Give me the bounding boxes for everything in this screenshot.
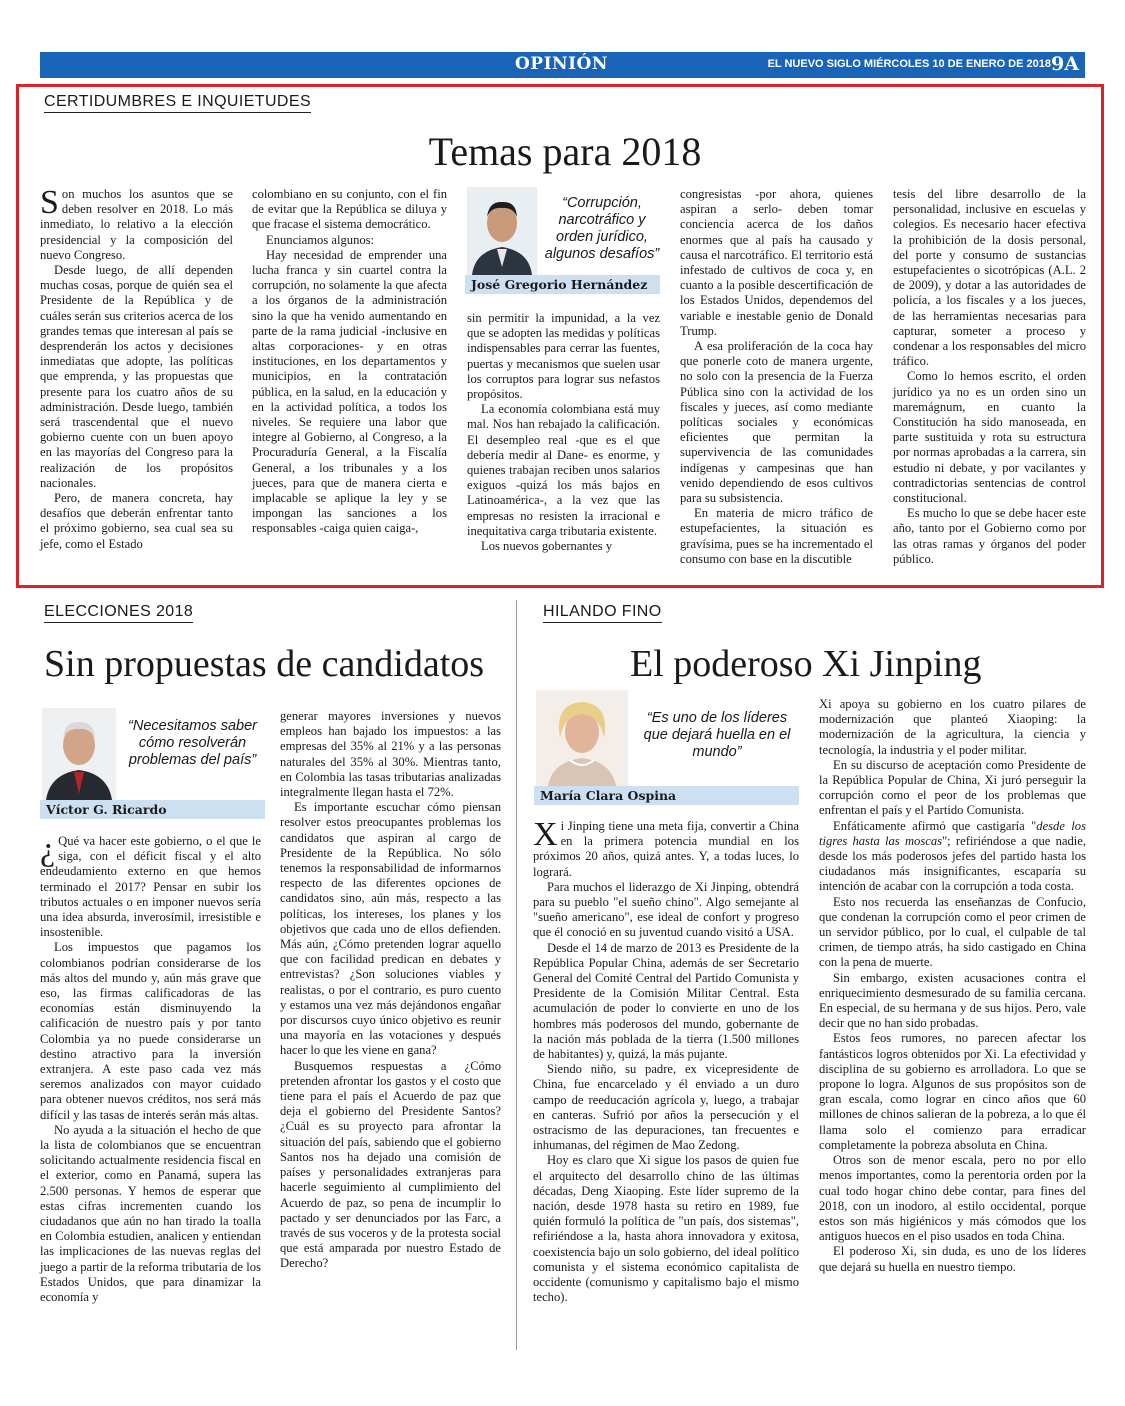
- author-photo: [467, 187, 537, 275]
- paragraph: Enunciamos algunos:: [266, 232, 375, 247]
- paragraph: Siendo niño, su padre, ex vicepresidente de China, fue encarcelado y él enviado a un duro campo de reeducación agrícola y, luego, a trabajar en canteras. Sufrió por años la persecución y el ostracismo de las depuraciones, tan frecuentes e inhumanas, del régimen de Mao Zedong.: [533, 1062, 799, 1153]
- section-title: OPINIÓN: [515, 54, 608, 74]
- paragraph: Los impuestos que pagamos los colombianos podrían considerarse de los más altos del mundo y, aún más grave que eso, las firmas calificadoras de las economías están disminuyendo la calificación de nuestro país y por tanto Colombia ya no puede considerarse un destino atractivo para la inversión extranjera. A este paso cada vez más seremos analizados con mayor cuidado para obtener nuevos créditos, nos será más difícil y las tasas de interés serán más altas.: [40, 940, 261, 1122]
- pull-quote: “Corrupción, narcotráfico y orden jurídico, algunos desafíos”: [544, 195, 660, 262]
- author-photo: [42, 708, 116, 800]
- paragraph: Es mucho lo que se debe hacer este año, tanto por el Gobierno como por las otras ramas y órganos del poder público.: [893, 506, 1086, 566]
- paragraph: congresistas -por ahora, quienes aspiran a serlo- deben tomar conciencia acerca de los daños enormes que al país ha causado y causa el narcotráfico. El territorio está infestado de cultivos de coca y, en cuanto a la posible descertificación de los Estados Unidos, dependemos del variable e inestable genio de Donald Trump.: [680, 187, 873, 338]
- author-name: María Clara Ospina: [534, 786, 799, 805]
- paragraph: [819, 819, 1086, 895]
- article3-kicker: HILANDO FINO: [543, 603, 662, 623]
- column-divider: [516, 600, 517, 1350]
- paragraph: Desde luego, de allí dependen muchas cosas, porque de quién sea el Presidente de la República y de cuáles serán sus criterios acerca de los grandes temas que interesan al país se desprenderán los actos y decisiones inmediatas que adopte, las políticas que emprenda, y las propuestas que presente para los cuatro años de su administración. Desde luego, también será trascendental que el nuevo gobierno cuente con un buen apoyo en las mayorías del Congreso para la realización de los propósitos nacionales.: [40, 263, 234, 490]
- newspaper-date: EL NUEVO SIGLO MIÉRCOLES 10 DE ENERO DE 2018: [767, 58, 1051, 70]
- article3-headline: El poderoso Xi Jinping: [630, 643, 982, 685]
- article1-column-1: [40, 184, 234, 552]
- paragraph: i Jinping tiene una meta fija, convertir a China en la primera potencia mundial en los próximos 20 años, quizá antes. Y, a todas luces, lo logrará.: [533, 819, 799, 879]
- paragraph: Esto nos recuerda las enseñanzas de Confucio, que condenan la corrupción como el peor crimen de un servidor público, por lo cual, el culpable de tal crimen, de tiempo atrás, ha sido castigado en China con la pena de muerte.: [819, 894, 1086, 970]
- paragraph: sin permitir la impunidad, a la vez que se adopten las medidas y políticas indispensables para cerrar las fuentes, puertas y mecanismos que suelen usar los corruptos para lograr sus nefastos propósitos.: [467, 311, 660, 402]
- paragraph: Para muchos el liderazgo de Xi Jinping, obtendrá para su pueblo "el sueño chino". Algo semejante al "sueño americano", ese ideal de confort y progreso que él conoció en su juventud cuando visitó a USA.: [533, 879, 799, 940]
- drop-cap: S: [40, 184, 59, 221]
- article3-column-2: [819, 697, 1086, 1275]
- author-box-1: [465, 187, 660, 295]
- paragraph: generar mayores inversiones y nuevos empleos han bajado los impuestos: a las empresas del 35% al 21% y a las personas naturales del 35% al 30%. Mientras tanto, en Colombia las tasas tributarias analizadas integralmente llegan hasta el 72%.: [280, 709, 501, 800]
- article2-column-1: [40, 831, 261, 1305]
- paragraph: Hoy es claro que Xi sigue los pasos de quien fue el arquitecto del desarrollo chino de las últimas décadas, Deng Xiaoping. Este líder supremo de la nación, desde 1978 hasta su retiro en 1989, fue quién formuló la política de "un país, dos sistemas", refiriéndose a la, hasta ahora innovadora y exitosa, coexistencia bajo un solo gobierno, del ideal político comunista y el sistema económico capitalista de occidente (comunismo y capitalismo bajo el mismo techo).: [533, 1153, 799, 1305]
- paragraph: Desde el 14 de marzo de 2013 es Presidente de la República Popular China, además de ser Secretario General del Comité Central del Partido Comunista y Presidente de la Comisión Militar Central. Esta acumulación de poder lo convierte en uno de los hombres más poderosos del mundo, gobernante de la nación más poblada de la tierra (1.500 millones de habitantes) y, quizá, la más pujante.: [533, 940, 799, 1062]
- author-name: Víctor G. Ricardo: [40, 800, 265, 819]
- author-box-2: [40, 708, 265, 818]
- page-number: 9A: [1051, 53, 1079, 75]
- paragraph: Otros son de menor escala, pero no por ello menos importantes, como la perentoria orden por la cual todo hogar chino debe contar, para fines del 2018, con un inodoro, al estilo occidental, porque estos son más higiénicos y más cómodos que los antiguos huecos en el piso usados en toda China.: [819, 1153, 1086, 1244]
- article1-column-5: [893, 187, 1086, 567]
- text-run: Enfáticamente afirmó que castigaría ": [833, 818, 1037, 833]
- page-header-bar: [40, 52, 1085, 78]
- paragraph: Es importante escuchar cómo piensan resolver estos preocupantes problemas los candidatos que aspiran al cargo de Presidente de la República. No sólo tenemos la responsabilidad de informarnos respecto de las diferentes opciones de candidatos sino, aún más, respecto a las políticas, los intereses, los planes y los objetivos que cada uno de ellos defienden. Más aún, ¿Cómo pretenden lograr aquello que con facilidad predican en debates y entrevistas? ¿Son soluciones viables y realistas, o por el contrario, es puro cuento y estamos una vez más dejándonos engañar por discursos cuyo único objetivo es reunir una mayoría en las votaciones y después hacer lo que les viene en gana?: [280, 800, 501, 1058]
- paragraph: Busquemos respuestas a ¿Cómo pretenden afrontar los gastos y el costo que tiene para el país el Acuerdo de paz que deja el gobierno del Presidente Santos? ¿Cuál es su proyecto para afrontar la situación del país, sabiendo que el gobierno Santos nos ha dejado una comisión de países y personalidades extranjeras para hacerle seguimiento al cumplimiento del Acuerdo de paz, so pena de incumplir lo pactado y ser denunciados por las Farc, a través de sus voceros y de la protesta social que está amparada por nuestro Estado de Derecho?: [280, 1058, 501, 1271]
- article1-kicker: CERTIDUMBRES E INQUIETUDES: [44, 93, 311, 113]
- paragraph: No ayuda a la situación el hecho de que la lista de colombianos que se encuentran solicitando actualmente residencia fiscal en el exterior, como en Panamá, supera las 2.500 personas. Y hemos de esperar que estas cifras incrementen cuando los ciudadanos que aún no han tirado la toalla en Colombia estudien, analicen y entiendan las implicaciones de las nuevas reglas del juego a partir de la reforma tributaria de los Estados Unidos, que para dinamizar la economía y: [40, 1122, 261, 1305]
- paragraph: En su discurso de aceptación como Presidente de la República Popular de China, Xi juró perseguir la corrupción como el peor de los problemas que enfrentan el país y el Partido Comunista.: [819, 757, 1086, 818]
- article2-kicker: ELECCIONES 2018: [44, 603, 193, 623]
- paragraph: La economía colombiana está muy mal. Nos han rebajado la calificación. El desempleo real -que es el que debería medir al Dane- es enorme, y quienes trabajan reciben unos salarios exiguos -quizá los más bajos en Latinoamérica-, a la vez que las empresas no resisten la irracional e inequitativa carga tributaria existente.: [467, 402, 660, 538]
- pull-quote: “Es uno de los líderes que dejará huella en el mundo”: [643, 710, 791, 760]
- article1-column-3: [467, 311, 660, 554]
- paragraph: tesis del libre desarrollo de la personalidad, inclusive en escuelas y colegios. Es necesario hacer efectiva la prohibición de la dosis personal, del porte y consumo de sustancias estupefacientes o sicotrópicas (A.L. 2 de 2009), y dotar a las autoridades de policía, a los fiscales y a los jueces, de las herramientas necesarias para capturar, someter a proceso y condenar a los responsables del micro tráfico.: [893, 187, 1086, 369]
- paragraph: Los nuevos gobernantes y: [481, 539, 613, 554]
- article1-column-4: [680, 187, 873, 567]
- drop-cap: ¿: [40, 831, 56, 868]
- paragraph: El poderoso Xi, sin duda, es uno de los líderes que dejará su huella en nuestro tiempo.: [819, 1244, 1086, 1274]
- author-name: José Gregorio Hernández: [465, 275, 660, 294]
- article1-headline: Temas para 2018: [428, 129, 702, 174]
- article2-column-2: [280, 709, 501, 1272]
- paragraph: Hay necesidad de emprender una lucha franca y sin cuartel contra la corrupción, no solamente la que afecta a los órganos de la administración sino la que ha venido aumentando en parte de la rama judicial -inclusive en altas corporaciones- y en otras instituciones, en los departamentos y municipios, en la contratación pública, en la salud, en la educación y en la actividad política, a todos los niveles. Se requiere una labor que integre al Gobierno, al Congreso, a la Procuraduría General, a la Fiscalía General, a los tribunales y a los jueces, para que de manera cierta e implacable se aplique la ley y se impongan las sanciones a los responsables -caiga quien caiga-,: [252, 247, 447, 536]
- paragraph: Estos feos rumores, no parecen afectar los fantásticos logros obtenidos por Xi. La efectividad y disciplina de su gobierno es arrolladora. Lo que se propone lo logra. Algunos de sus propósitos son de gran escala, como lograr en cinco años que 60 millones de chinos salieran de la pobreza, a lo que él llama solo el comienzo para erradicar completamente la pobreza absoluta en China.: [819, 1031, 1086, 1152]
- paragraph: Xi apoya su gobierno en los cuatro pilares de modernización que planteó Xiaoping: la modernización de la agricultura, la ciencia y tecnología, la industria y el poder militar.: [819, 697, 1086, 757]
- text-run: "; refiriéndose a que nadie, desde los más poderosos jefes del partido hasta los ciudadanos más insignificantes, escaparía su intención de acabar con la corrupción a toda costa.: [819, 833, 1086, 894]
- paragraph: Qué va hacer este gobierno, o el que le siga, con el déficit fiscal y el alto endeudamiento externo en que hemos terminado el 2017? Pensar en subir los tributos actuales o en imponer nuevos sería una idea absurda, inverosímil, irresistible e insostenible.: [40, 834, 261, 940]
- paragraph: Sin embargo, existen acusaciones contra el enriquecimiento desmesurado de su familia cercana. En especial, de su hermana y de sus hijos. Pero, vale decir que no han sido probadas.: [819, 970, 1086, 1031]
- paragraph: A esa proliferación de la coca hay que ponerle coto de manera urgente, no solo con la presencia de la Fuerza Pública sino con la actividad de los fiscales y jueces, así como mediante políticas sociales y económicas eficientes que permitan la supervivencia de las comunidades indígenas y campesinas que han venido dependiendo de esos cultivos para su subsistencia.: [680, 339, 873, 506]
- paragraph: on muchos los asuntos que se deben resolver en 2018. Lo más inmediato, lo relativo a la elección presidencial y la composición del nuevo Congreso.: [40, 187, 233, 262]
- paragraph: Como lo hemos escrito, el orden jurídico ya no es un orden sino un maremágnum, en cuanto la Constitución ha sido manoseada, en parte sustituida y rota su estructura por normas aprobadas a la carrera, sin estudio ni debate, y por vacilantes y contradictorias sentencias de control constitucional.: [893, 369, 1086, 506]
- paragraph: colombiano en su conjunto, con el fin de evitar que la República se diluya y que fracase el sistema democrático.: [252, 187, 447, 232]
- pull-quote: “Necesitamos saber cómo resolverán problemas del país”: [128, 718, 257, 768]
- author-photo: [536, 690, 628, 786]
- italic-quote: desde los tigres hasta las moscas: [819, 818, 1086, 848]
- author-box-3: [534, 690, 799, 805]
- paragraph: En materia de micro tráfico de estupefacientes, la situación es gravísima, pues se ha incrementado el consumo con base en la discutible: [680, 506, 873, 566]
- article3-column-1: [533, 816, 799, 1306]
- article2-headline: Sin propuestas de candidatos: [44, 643, 485, 685]
- drop-cap: X: [533, 816, 558, 853]
- paragraph: Pero, de manera concreta, hay desafíos que deberán enfrentar tanto el próximo gobierno, sea cual sea su jefe, como el Estado: [40, 491, 233, 551]
- article1-column-2: [252, 187, 447, 537]
